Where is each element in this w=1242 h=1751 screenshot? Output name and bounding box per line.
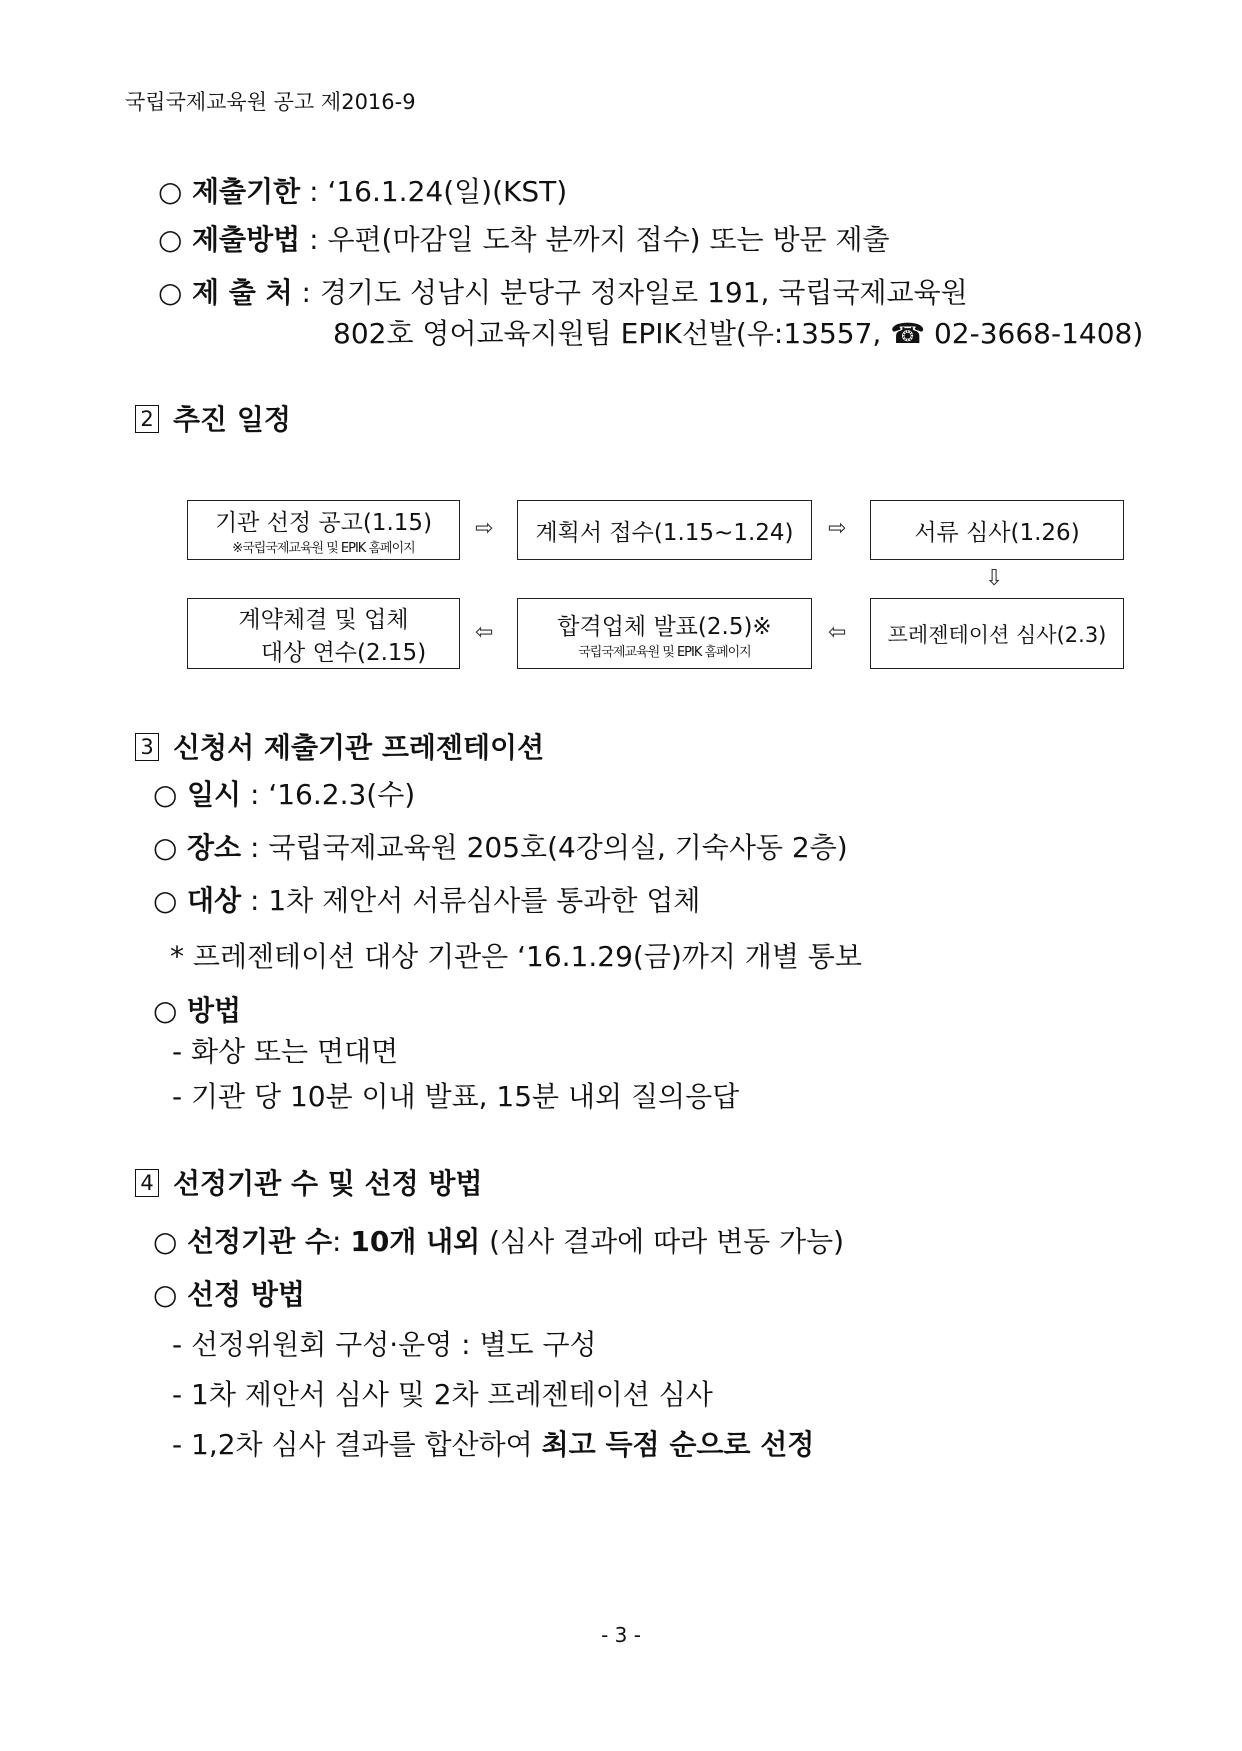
section-title: 추진 일정 bbox=[173, 403, 291, 436]
presentation-method-line bbox=[153, 994, 242, 1027]
bullet: ○ bbox=[153, 994, 178, 1027]
selection-method-label: 선정 방법 bbox=[187, 1278, 305, 1311]
selection-item: - 선정위원회 구성·운영 : 별도 구성 bbox=[172, 1328, 597, 1361]
bullet: ○ bbox=[158, 276, 183, 309]
flow-box-title: 합격업체 발표(2.5)※ bbox=[557, 613, 772, 640]
arrow-right-icon: ⇨ bbox=[828, 516, 847, 541]
page-number: - 3 - bbox=[601, 1623, 641, 1647]
section-title: 신청서 제출기관 프레젠테이션 bbox=[173, 731, 545, 764]
selection-item: - 1차 제안서 심사 및 2차 프레젠테이션 심사 bbox=[172, 1378, 713, 1411]
flow-box-title: 프레젠테이션 심사(2.3) bbox=[887, 622, 1107, 647]
flow-box-title: 계약체결 및 업체 bbox=[238, 606, 409, 633]
count-label: 선정기관 수 bbox=[187, 1225, 332, 1258]
bullet: ○ bbox=[153, 831, 178, 864]
selection-method-line bbox=[153, 1278, 305, 1311]
flow-box-results bbox=[517, 598, 812, 669]
arrow-down-icon: ⇩ bbox=[985, 566, 1004, 591]
count-colon: : bbox=[332, 1225, 351, 1258]
deadline-value: : ‘16.1.24(일)(KST) bbox=[300, 175, 568, 208]
date-label: 일시 bbox=[187, 778, 242, 811]
method-label: 방법 bbox=[187, 994, 242, 1027]
notice-note: * 프레젠테이션 대상 기관은 ‘16.1.29(금)까지 개별 통보 bbox=[170, 940, 862, 973]
method-label: 제출방법 bbox=[192, 223, 301, 256]
date-value: : ‘16.2.3(수) bbox=[241, 778, 416, 811]
deadline-label: 제출기한 bbox=[192, 175, 301, 208]
place-line-2: 802호 영어교육지원팀 EPIK선발(우:13557, ☎ 02-3668-1408) bbox=[333, 317, 1144, 350]
method-item: - 기관 당 10분 이내 발표, 15분 내외 질의응답 bbox=[172, 1080, 740, 1113]
place-line bbox=[158, 276, 968, 309]
target-line bbox=[153, 884, 701, 917]
flow-box-receipt bbox=[517, 500, 812, 560]
arrow-left-icon: ⇦ bbox=[475, 620, 494, 645]
flow-box-contract bbox=[187, 598, 460, 669]
flow-box-document-review bbox=[870, 500, 1124, 560]
section-title: 선정기관 수 및 선정 방법 bbox=[173, 1167, 483, 1200]
target-label: 대상 bbox=[187, 884, 242, 917]
selection-count-line bbox=[153, 1225, 845, 1258]
place-label: 제 출 처 bbox=[192, 276, 293, 309]
section-4-heading bbox=[135, 1162, 482, 1202]
arrow-right-icon: ⇨ bbox=[475, 516, 494, 541]
bullet: ○ bbox=[158, 175, 183, 208]
flow-box-sub: 국립국제교육원 및 EPIK 홈페이지 bbox=[578, 644, 751, 660]
venue-label: 장소 bbox=[187, 831, 242, 864]
bullet: ○ bbox=[153, 778, 178, 811]
deadline-line bbox=[158, 175, 568, 208]
flow-box-sub: ※국립국제교육원 및 EPIK 홈페이지 bbox=[232, 541, 415, 556]
flow-box-title: 계획서 접수(1.15~1.24) bbox=[535, 519, 794, 546]
date-line bbox=[153, 778, 416, 811]
selection-item-emphasis: 최고 득점 순으로 선정 bbox=[541, 1428, 815, 1461]
section-number: 3 bbox=[135, 733, 159, 761]
venue-value: : 국립국제교육원 205호(4강의실, 기숙사동 2층) bbox=[241, 831, 848, 864]
flow-box-announcement bbox=[187, 500, 460, 560]
method-line bbox=[158, 223, 890, 256]
count-note: (심사 결과에 따라 변동 가능) bbox=[480, 1225, 845, 1258]
bullet: ○ bbox=[153, 884, 178, 917]
count-value: 10개 내외 bbox=[350, 1225, 481, 1258]
bullet: ○ bbox=[153, 1225, 178, 1258]
section-3-heading bbox=[135, 726, 544, 766]
selection-item-text: - 1,2차 심사 결과를 합산하여 bbox=[172, 1428, 542, 1461]
flow-box-presentation-review bbox=[870, 598, 1124, 669]
method-item: - 화상 또는 면대면 bbox=[172, 1035, 399, 1068]
document-header: 국립국제교육원 공고 제2016-9 bbox=[125, 90, 416, 114]
method-value: : 우편(마감일 도착 분까지 접수) 또는 방문 제출 bbox=[300, 223, 890, 256]
venue-line bbox=[153, 831, 848, 864]
section-2-heading bbox=[135, 398, 291, 438]
selection-item-final bbox=[172, 1428, 815, 1461]
bullet: ○ bbox=[153, 1278, 178, 1311]
flow-box-title: 서류 심사(1.26) bbox=[914, 519, 1080, 546]
target-value: : 1차 제안서 서류심사를 통과한 업체 bbox=[241, 884, 701, 917]
section-number: 2 bbox=[135, 405, 159, 433]
flow-box-sub: 대상 연수(2.15) bbox=[260, 639, 427, 666]
arrow-left-icon: ⇦ bbox=[828, 620, 847, 645]
place-value: : 경기도 성남시 분당구 정자일로 191, 국립국제교육원 bbox=[292, 276, 968, 309]
section-number: 4 bbox=[135, 1169, 159, 1197]
bullet: ○ bbox=[158, 223, 183, 256]
flow-box-title: 기관 선정 공고(1.15) bbox=[214, 510, 433, 536]
